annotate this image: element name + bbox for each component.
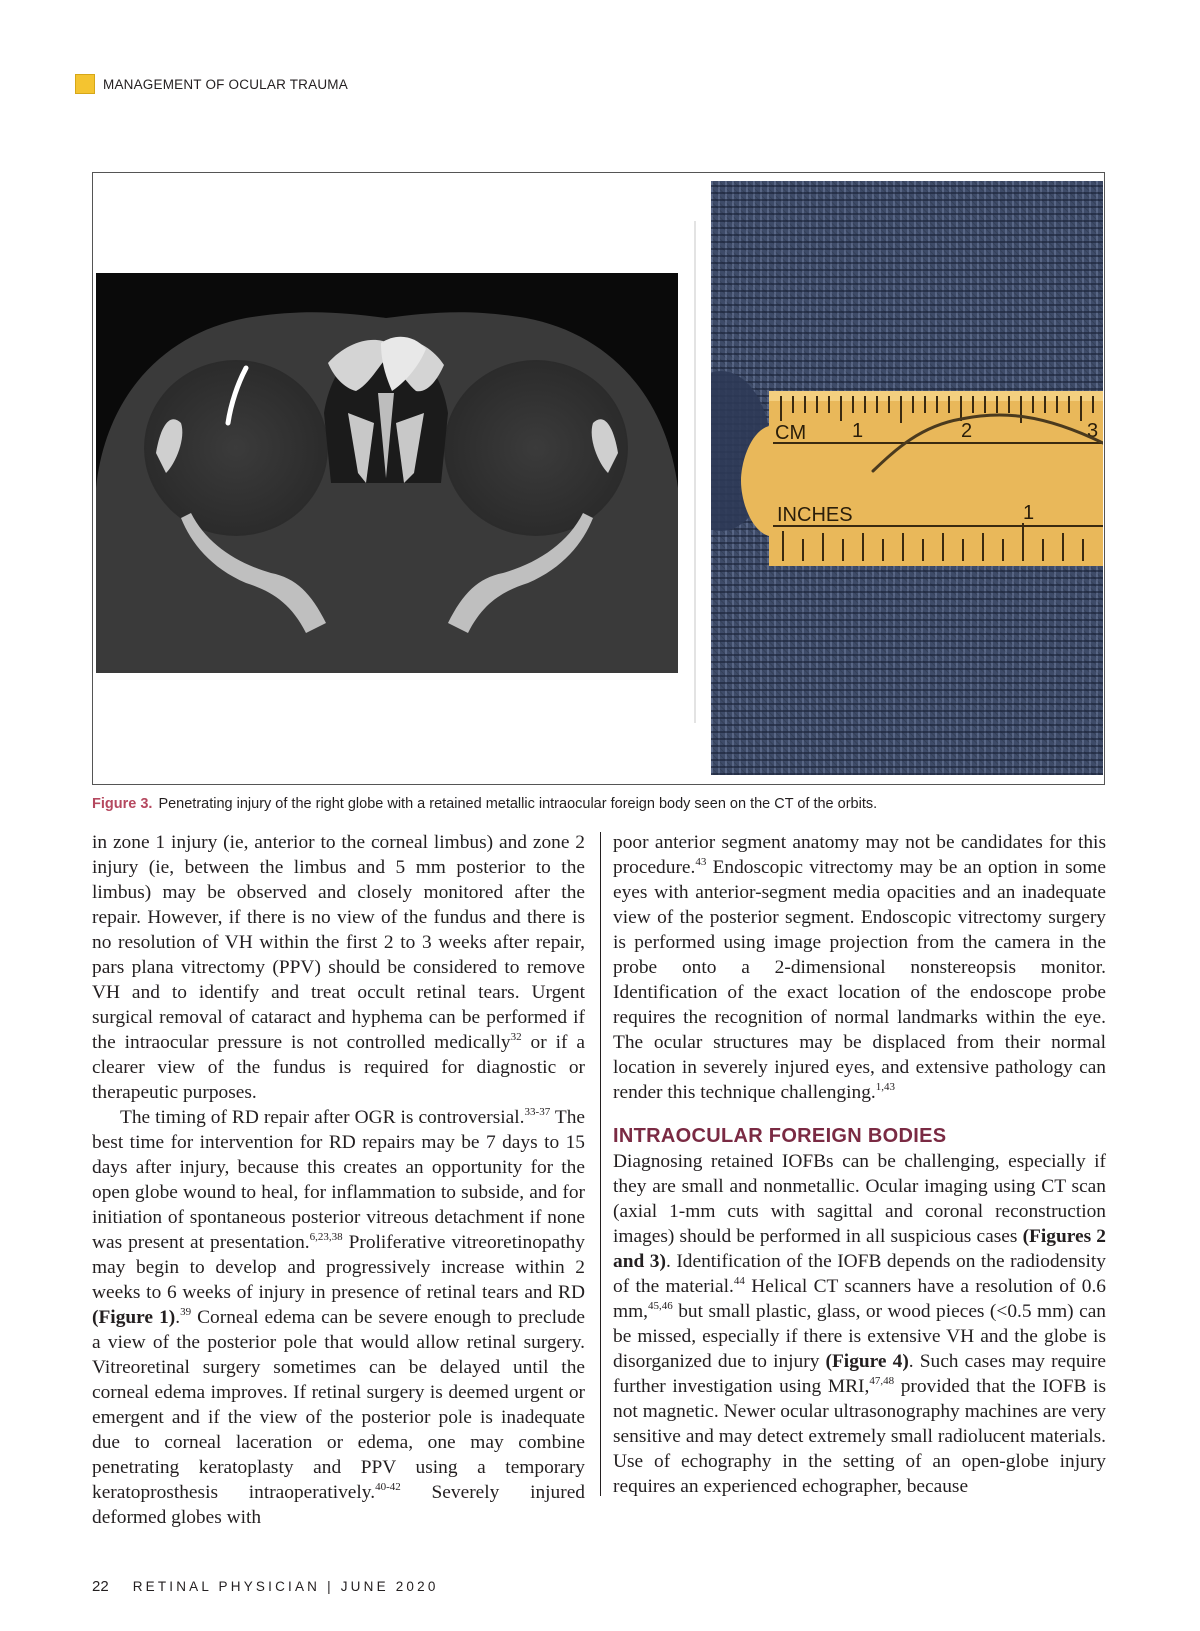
figure-reference: (Figure 4) [825, 1351, 909, 1372]
citation: 32 [510, 1031, 522, 1043]
figure-label: Figure 3. [92, 796, 153, 812]
paragraph [92, 830, 585, 1105]
text-run: poor anterior segment anatomy may not be candidates for this procedure. [613, 832, 1106, 878]
figure-3 [92, 172, 1105, 785]
text-run: Endoscopic vitrectomy may be an option in some eyes with anterior-segment media opacities and an inadequate view of the posterior segment. Endoscopic vitrectomy surgery is performed using image projection from the camera in the probe onto a 2-dimensional nonstereopsis monitor. Identification of the exact location of the endoscope probe requires the recognition of normal landmarks within the eye. The ocular structures may be displaced from their normal location in severely injured eyes, and extensive pathology can render this technique challenging. [613, 857, 1106, 1103]
publication-line: RETINAL PHYSICIAN | JUNE 2020 [132, 1579, 439, 1594]
citation: 47,48 [869, 1375, 895, 1387]
ruler-cm-tick-1: 1 [852, 420, 864, 442]
text-run: . Such cases may require further investigation using MRI, [613, 1351, 1106, 1397]
ruler-inches-label: INCHES [777, 504, 853, 526]
citation: 45,46 [648, 1300, 673, 1312]
paragraph [92, 1105, 585, 1530]
text-run: Corneal edema can be severe enough to preclude a view of the posterior pole that would allow retinal surgery. Vitreoretinal surgery sometimes can be delayed until the corneal edema improves. If retinal surgery is deemed urgent or emergent and if the view of the posterior pole is inadequate due to corneal laceration or edema, one may combine penetrating keratoplasty and PPV using a temporary keratoprosthesis intraoperatively. [92, 1307, 585, 1503]
text-run: The best time for intervention for RD repairs may be 7 days to 15 days after injury, because this creates an opportunity for the open globe wound to heal, for inflammation to subside, and for initiation of spontaneous posterior vitreous detachment if none was present at presentation. [92, 1107, 585, 1253]
text-run: The timing of RD repair after OGR is controversial. [120, 1107, 525, 1128]
text-run: or if a clearer view of the fundus is required for diagnostic or therapeutic purposes. [92, 1032, 585, 1103]
citation: 1,43 [875, 1081, 896, 1093]
section-heading: INTRAOCULAR FOREIGN BODIES [613, 1125, 947, 1147]
figure-caption [92, 796, 1105, 812]
right-column [613, 830, 1106, 1499]
left-column [92, 830, 585, 1530]
running-head-text: MANAGEMENT OF OCULAR TRAUMA [103, 76, 348, 92]
running-head [75, 74, 348, 94]
citation: 33-37 [524, 1106, 551, 1118]
ruler-photo-drawing [711, 181, 1103, 775]
text-run: . Identification of the IOFB depends on the radiodensity of the material. [613, 1251, 1107, 1297]
section-marker-square [75, 74, 95, 94]
paragraph [613, 1149, 1106, 1499]
ruler-inch-tick-1: 1 [1023, 502, 1035, 524]
page-number: 22 [92, 1578, 109, 1595]
text-run: Diagnosing retained IOFBs can be challenging, especially if they are small and nonmetallic. Ocular imaging using CT scan (axial 1-mm cuts with sagittal and coronal reconstruction images) should be performed in all suspicious cases [613, 1151, 1106, 1247]
ruler-cm-label: CM [775, 422, 807, 444]
text-run: but small plastic, glass, or wood pieces (<0.5 mm) can be missed, especially if there is extensive VH and the globe is disorganized due to injury [613, 1301, 1106, 1372]
column-rule [600, 832, 601, 1496]
citation: 40-42 [375, 1481, 401, 1493]
ct-scan-image [96, 273, 678, 673]
citation: 43 [695, 856, 707, 868]
text-run: provided that the IOFB is not magnetic. Newer ocular ultrasonography machines are very sensitive and may detect extremely small radiolucent materials. Use of echography in the setting of an open-globe injury requires an experienced echographer, because [613, 1376, 1106, 1497]
figure-reference: (Figure 1) [92, 1307, 176, 1328]
figure-caption-text: Penetrating injury of the right globe with a retained metallic intraocular foreign body seen on the CT of the orbits. [158, 796, 878, 812]
citation: 39 [180, 1306, 192, 1318]
ruler-cm-tick-3: 3 [1087, 420, 1099, 442]
page-footer [92, 1578, 439, 1595]
text-run: Severely injured deformed globes with [92, 1482, 585, 1528]
foreign-body-ruler-photo [711, 181, 1103, 775]
citation: 44 [733, 1275, 745, 1287]
ruler-cm-tick-2: 2 [961, 420, 973, 442]
figure-divider [694, 221, 696, 723]
text-run: in zone 1 injury (ie, anterior to the corneal limbus) and zone 2 injury (ie, between the limbus and 5 mm posterior to the limbus) may be observed and closely monitored after the repair. However, if there is no view of the fundus and there is no resolution of VH within the first 2 to 3 weeks after repair, pars plana vitrectomy (PPV) should be considered to remove VH and to identify and treat occult retinal tears. Urgent surgical removal of cataract and hyphema can be performed if the intraocular pressure is not controlled medically [92, 832, 585, 1053]
paragraph [613, 830, 1106, 1105]
ct-scan-drawing [96, 273, 678, 673]
citation: 6,23,38 [309, 1231, 343, 1243]
text-run: . [175, 1307, 181, 1328]
text-run: Helical CT scanners have a resolution of 0.6 mm, [613, 1276, 1107, 1322]
figure-reference: (Figures 2 and 3) [613, 1226, 1107, 1272]
text-run: Proliferative vitreoretinopathy may begin to develop and progressively increase within 2 weeks to 6 weeks of injury in presence of retinal tears and RD [92, 1232, 585, 1303]
